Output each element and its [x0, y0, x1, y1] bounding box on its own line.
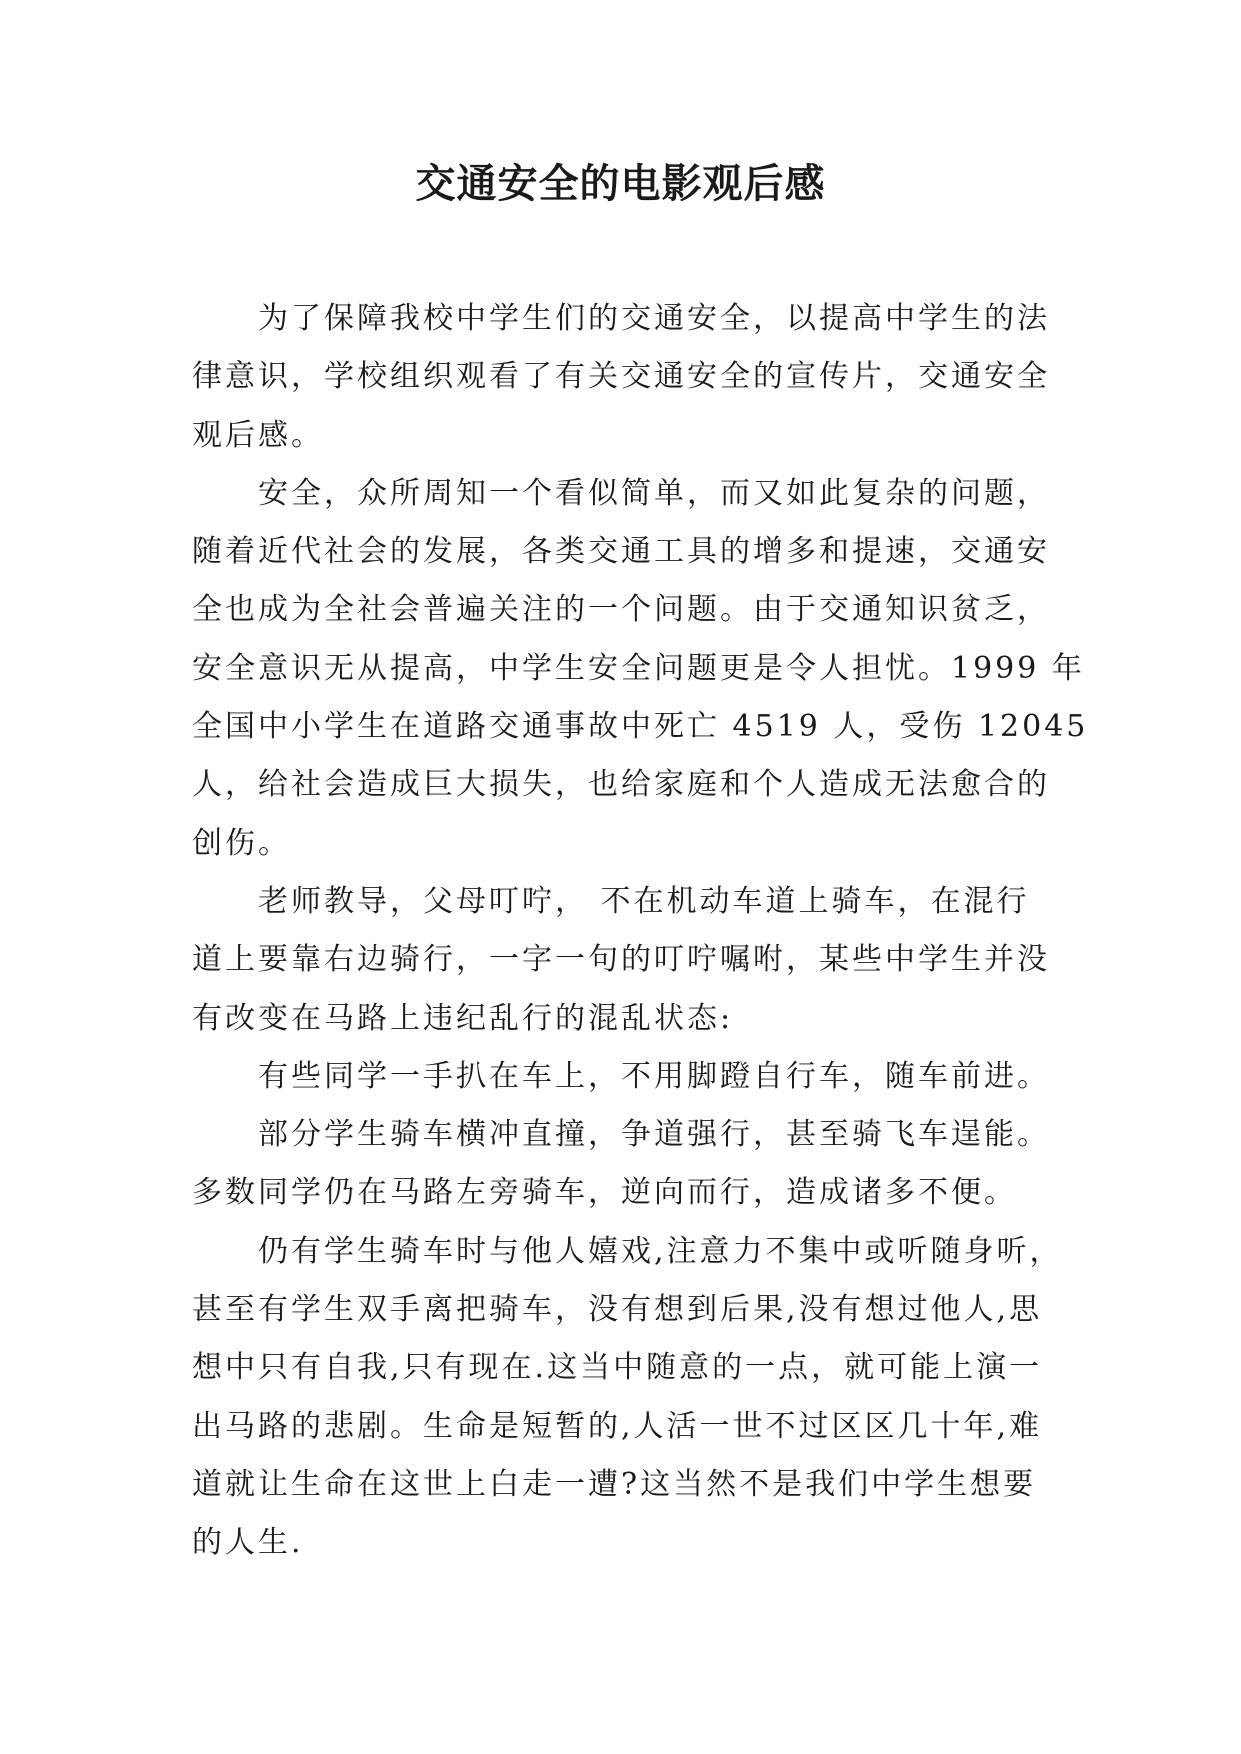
text-line: 的人生.	[192, 1525, 304, 1561]
text-line: 创伤。	[192, 825, 291, 861]
text-line: 部分学生骑车横冲直撞，争道强行，甚至骑飞车逞能。	[258, 1117, 1050, 1153]
text-line: 道上要靠右边骑行，一字一句的叮咛嘱咐，某些中学生并没	[192, 942, 1050, 978]
text-line: 出马路的悲剧。生命是短暂的,人活一世不过区区几十年,难	[192, 1408, 1043, 1444]
text-line: 随着近代社会的发展，各类交通工具的增多和提速，交通安	[192, 534, 1050, 570]
text-line: 全也成为全社会普遍关注的一个问题。由于交通知识贫乏，	[192, 592, 1050, 628]
text-line: 想中只有自我,只有现在.这当中随意的一点，就可能上演一	[192, 1350, 1043, 1386]
text-line: 律意识，学校组织观看了有关交通安全的宣传片，交通安全	[192, 359, 1050, 395]
document-body	[192, 290, 1089, 1573]
document-title: 交通安全的电影观后感	[415, 161, 826, 207]
text-line: 有些同学一手扒在车上，不用脚蹬自行车，随车前进。	[258, 1058, 1050, 1094]
text-line: 安全意识无从提高，中学生安全问题更是令人担忧。1999 年	[192, 650, 1085, 686]
text-line: 甚至有学生双手离把骑车，没有想到后果,没有想过他人,思	[192, 1292, 1043, 1328]
text-line: 安全，众所周知一个看似简单，而又如此复杂的问题，	[258, 475, 1050, 511]
text-line: 全国中小学生在道路交通事故中死亡 4519 人，受伤 12045	[192, 709, 1089, 745]
text-line: 仍有学生骑车时与他人嬉戏,注意力不集中或听随身听，	[258, 1233, 1063, 1269]
text-line: 为了保障我校中学生们的交通安全，以提高中学生的法	[258, 301, 1050, 336]
text-line: 多数同学仍在马路左旁骑车，逆向而行，造成诸多不便。	[192, 1175, 1017, 1211]
text-line: 道就让生命在这世上白走一遭?这当然不是我们中学生想要	[192, 1466, 1037, 1502]
text-line: 老师教导，父母叮咛， 不在机动车道上骑车，在混行	[258, 883, 1030, 919]
text-line: 观后感。	[192, 417, 324, 453]
text-line: 人，给社会造成巨大损失，也给家庭和个人造成无法愈合的	[192, 767, 1050, 803]
text-line: 有改变在马路上违纪乱行的混乱状态:	[192, 1000, 734, 1036]
